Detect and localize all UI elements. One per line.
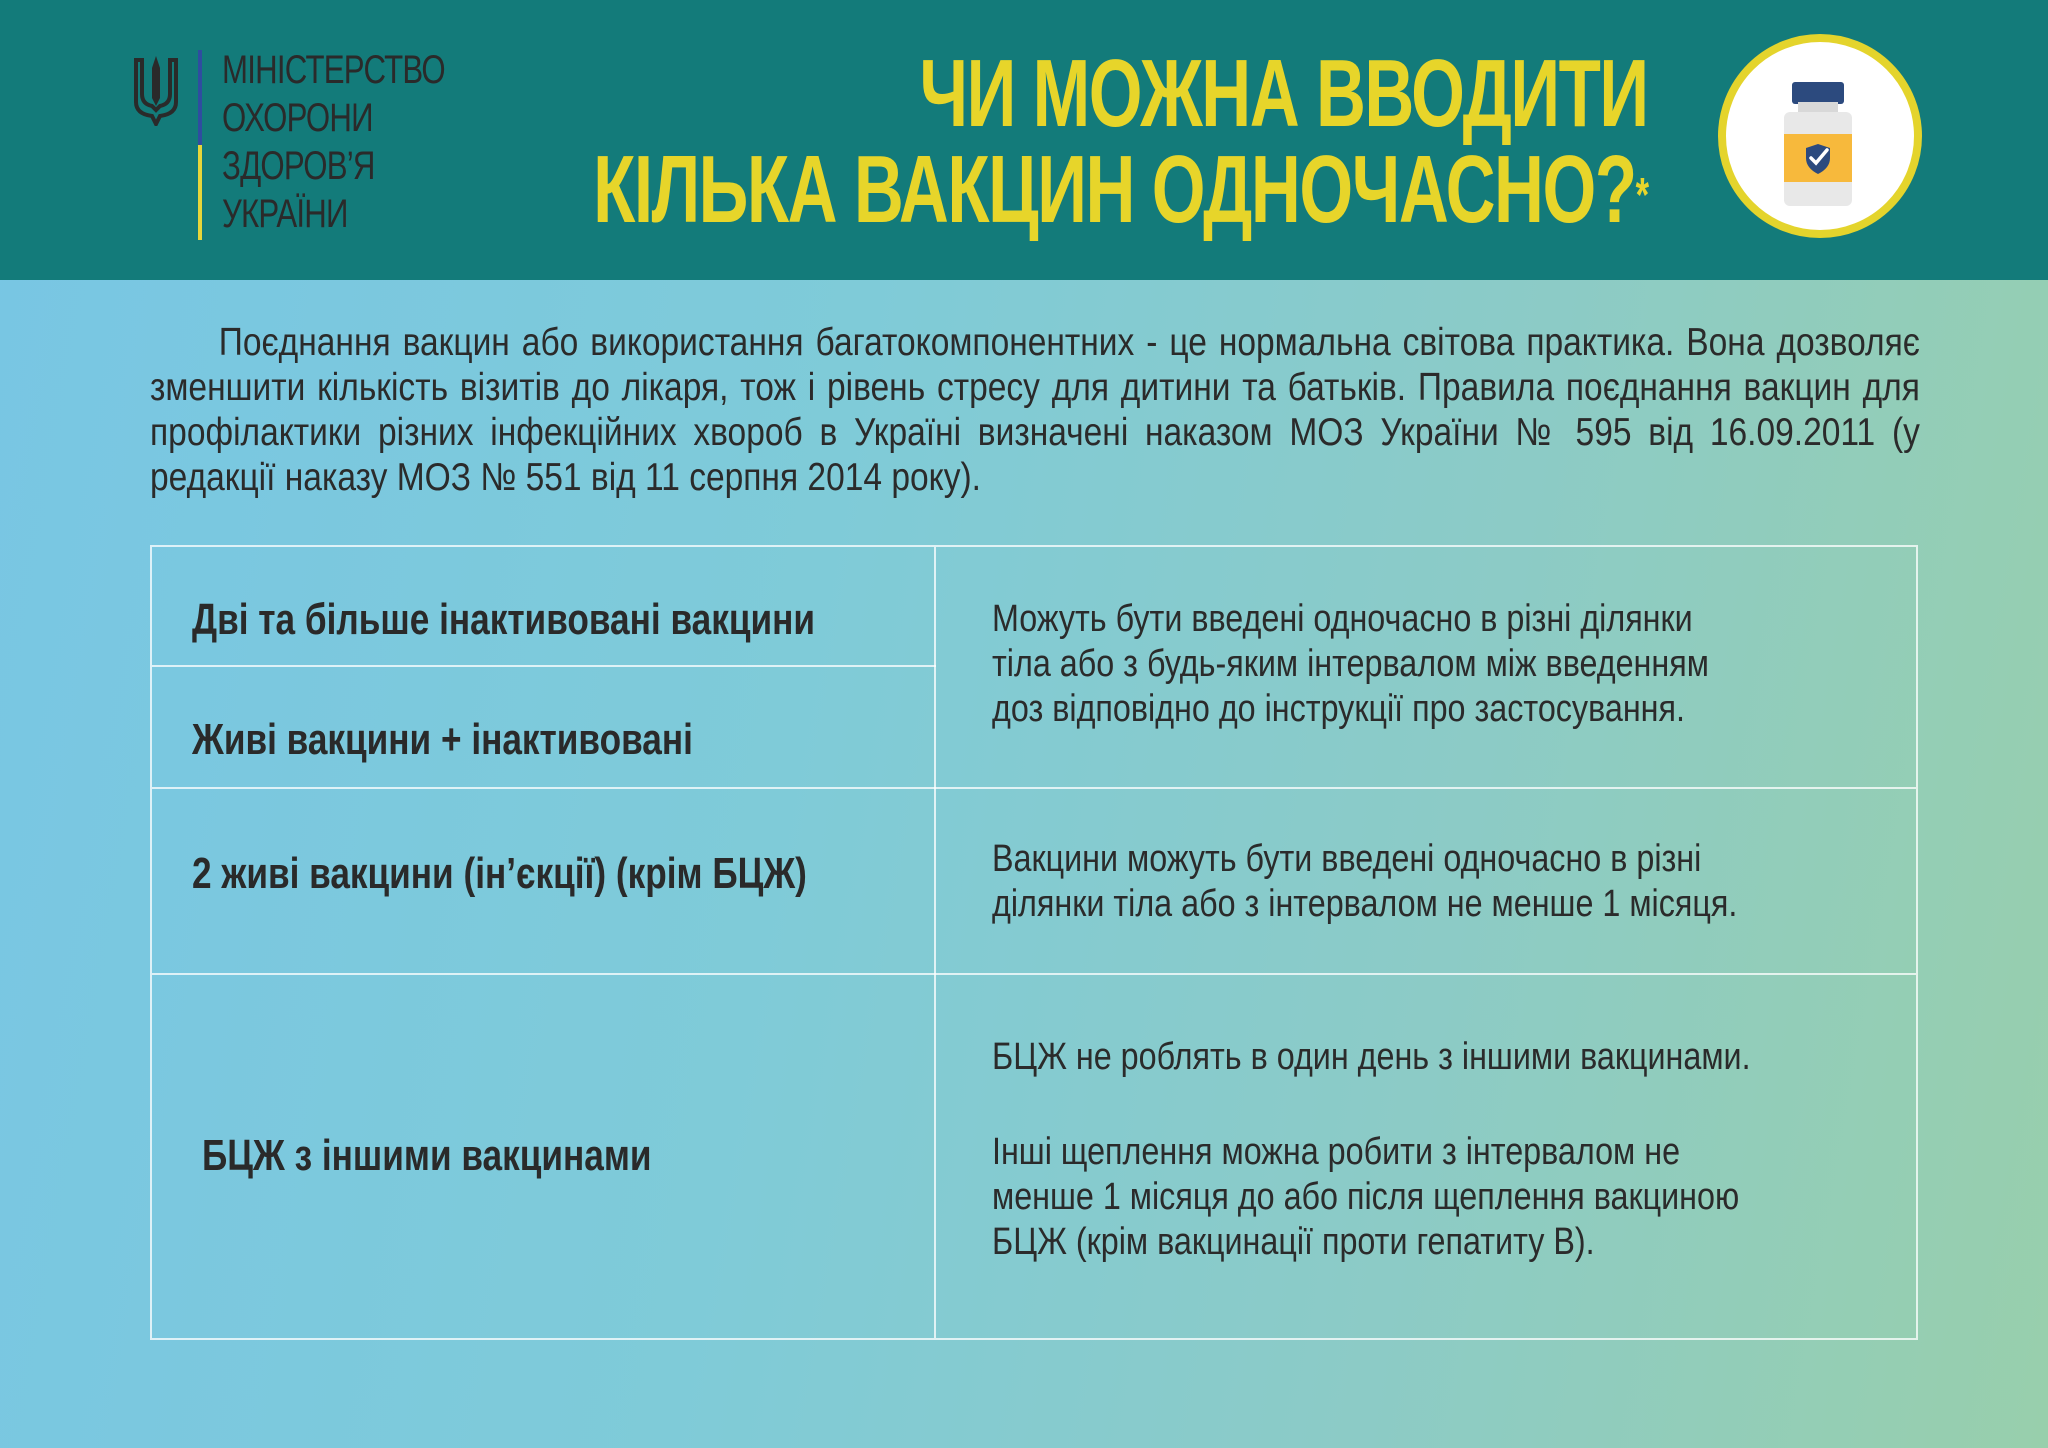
flag-bar [198, 50, 202, 240]
table-row-2-label: 2 живі вакцини (ін’єкції) (крім БЦЖ) [192, 849, 807, 898]
row-divider [152, 973, 1916, 975]
row-divider [152, 787, 1916, 789]
ministry-name: МІНІСТЕРСТВО ОХОРОНИ ЗДОРОВ’Я УКРАЇНИ [222, 48, 445, 236]
intro-paragraph: Поєднання вакцин або використання багатокомпонентних - це нормальна світова практика. Вона дозволяє зменшити кількість візитів до лікаря, тож і рівень стресу для дитини та батьків. Правила поєднання вакцин для профілактики різних інфекційних хвороб в Україні визначені наказом МОЗ України № 595 від 16.09.2011 (у редакції наказу МОЗ № 551 від 11 серпня 2014 року). [150, 321, 1920, 499]
row-divider [152, 665, 936, 667]
vaccine-bottle-shield-icon [1726, 42, 1914, 230]
table-row-2-description: Вакцини можуть бути введені одночасно в різні ділянки тіла або з інтервалом не менше 1 місяця. [992, 838, 1738, 925]
table-row-3-label: БЦЖ з іншими вакцинами [202, 1131, 652, 1180]
table-row-1a-label: Дві та більше інактивовані вакцини [192, 595, 815, 644]
table-row-1-description: Можуть бути введені одночасно в різні ділянки тіла або з будь-яким інтервалом між введенням доз відповідно до інструкції про застосування. [992, 598, 1709, 730]
trident-icon [134, 54, 178, 126]
table-row-1b-label: Живі вакцини + інактивовані [192, 715, 693, 764]
vaccine-badge [1718, 34, 1922, 238]
page-title: ЧИ МОЖНА ВВОДИТИ КІЛЬКА ВАКЦИН ОДНОЧАСНО?* [593, 40, 1648, 243]
vaccine-rules-table [150, 545, 1918, 1340]
table-row-3-description: БЦЖ не роблять в один день з іншими вакцинами. Інші щеплення можна робити з інтервалом не менше 1 місяця до або після щеплення вакциною БЦЖ (крім вакцинації проти гепатиту В). [992, 1036, 1751, 1263]
header-banner [0, 0, 2048, 280]
